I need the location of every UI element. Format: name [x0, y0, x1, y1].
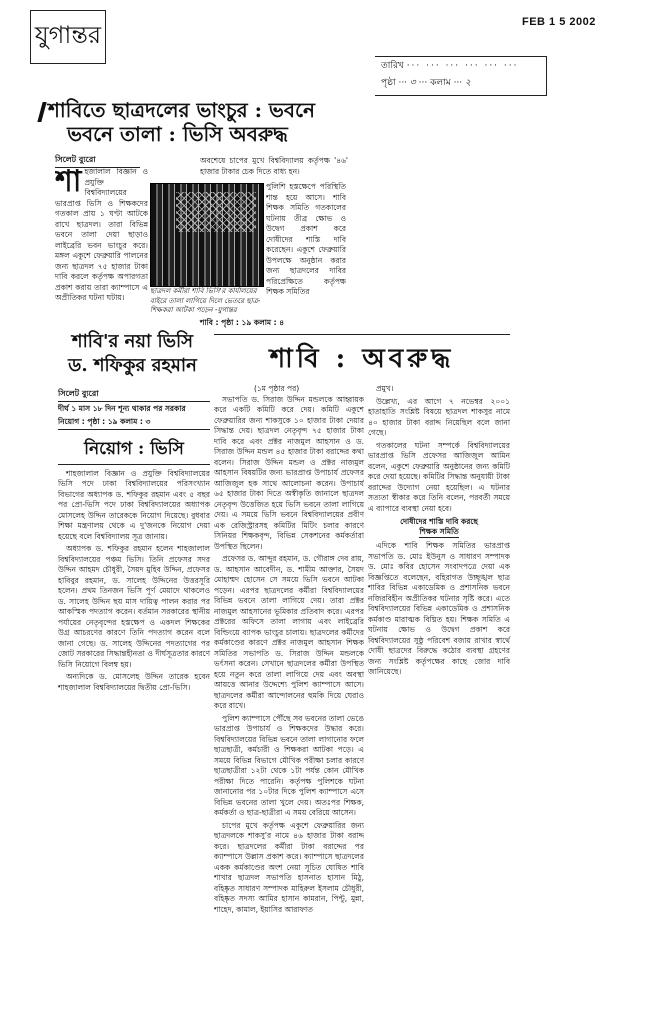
- subheading-line1: দোষীদের শাস্তি দাবি করছে: [400, 517, 478, 526]
- headline-line: [40, 98, 315, 122]
- article2-cont-headline: নিয়োগ : ভিসি: [58, 436, 210, 465]
- stamp-column-label: কলাম: [430, 78, 451, 88]
- headline-mark: [37, 102, 46, 122]
- article1-continuation: [214, 334, 510, 917]
- paragraph: এদিকে শাবি শিক্ষক সমিতির ভারপ্রাপ্ত সভাপতি ড. মোঃ ইউনুস ও সাধারণ সম্পাদক ড. মোঃ কবির হোসেন সংবাদপত্রে দেয়া এক বিজ্ঞপ্তিতে বলেছেন, বহিরাগত উচ্ছৃঙ্খল ছাত্র শাবির বিভিন্ন একাডেমিক ও প্রশাসনিক ভবনে নজিরবিহীন অপ্রীতিকর ঘটনার সৃষ্টি করে। এতে বিশ্ববিদ্যালয়ের বিভিন্ন একাডেমিক ও প্রশাসনিক কর্মকাণ্ড মারাত্মক বিঘ্নিত হয়। শিক্ষক সমিতি এ ঘটনায় ক্ষোভ ও উদ্বেগ প্রকাশ করে বিশ্ববিদ্যালয়ের সুষ্ঠু পরিবেশ বজায় রাখার স্বার্থে দোষী ছাত্রদের বিরুদ্ধে কঠোর ব্যবস্থা গ্রহণের জন্য সংশ্লিষ্ট কর্তৃপক্ষের কাছে জোর দাবি জানিয়েছে।: [368, 541, 510, 676]
- article1-top-right: অবশেষে চাপের মুখে বিশ্ববিদ্যালয় কর্তৃপক্ষ '৪৬' হাজার টাকার চেক দিতে বাধ্য হন।: [200, 156, 348, 176]
- headline-line1: শাবি'র নয়া ভিসি: [71, 331, 194, 352]
- continuation-columns: [214, 384, 510, 917]
- paragraph: প্রফেসর ড. আব্দুর রহমান, ড. গৌরাঙ্গ দেব রায়, ড. আহসান আবেদীন, ড. শামীম আক্তার, সৈয়দ মোহাম্মদ হোসেন সে সময়ে ভিসি ভবনে আটকা পড়েন। এরপর ছাত্রদলের কর্মীরা বিশ্ববিদ্যালয়ের বিভিন্ন ভবনে তালা লাগিয়ে দেয়। তারা প্রক্টর নাজমুল আহসানের ভূমিকার প্রতিবাদ করে। এরপর প্রক্টরের অফিসে তালা লাগায় এবং লাইব্রেরি বিল্ডিংয়ে ব্যাপক ভাংচুর চালায়। ছাত্রদলের কর্মীদের কর্মকাণ্ডের কারণে প্রক্টর নাজমুল আহসান শিক্ষক সমিতির সভাপতি ড. সিরাজ উদ্দিন মন্ডলকে ভর্ৎসনা করেন। সেখানে ছাত্রদলের কর্মীরা উপস্থিত হয়ে নতুন করে তালা লাগিয়ে দেয় এবং অবস্থা আয়ত্তে আনার উদ্দেশ্যে পুলিশ ক্যাম্পাসে আসে। ছাত্রদলের কর্মীরা আন্দোলনের হুমকি দিয়ে ঘেরাও করে রাখে।: [214, 554, 364, 710]
- stamp-date-dots: ··· ··· ··· ··· ··· ···: [406, 61, 519, 71]
- news-photo: [150, 183, 264, 287]
- archive-stamp: [375, 56, 547, 96]
- article1-left-column: [55, 167, 148, 317]
- stamp-column-value: ২: [465, 78, 471, 88]
- subheading: [368, 517, 510, 538]
- photo-caption: ছাত্রদল কর্মীরা শাবি ভিসি'র কার্যালয়ের বাইরে তালা লাগিয়ে দিলে ভেতরে ছাত্র-শিক্ষকরা আটকা পড়েন -যুগান্তর: [150, 287, 261, 314]
- headline-line1: শাবিতে ছাত্রদলের ভাংচুর : ভবনে: [48, 98, 315, 122]
- article1-cont-right-column: [368, 384, 510, 680]
- continued-from: (১ম পৃষ্ঠার পর): [254, 384, 300, 393]
- article2-jump: নিয়োগ : পৃষ্ঠা : ১৯ কলাম : ৩: [58, 417, 210, 430]
- logo-text: যুগান্তর: [34, 21, 102, 49]
- article1-headline: [40, 98, 315, 146]
- paragraph: পুলিশ ক্যাম্পাসে পৌঁছে সব ভবনের তালা ভেঙে ভারপ্রাপ্ত উপাচার্য ও শিক্ষকদের উদ্ধার করে। বিশ্ববিদ্যালয়ের বিভিন্ন ভবনে তালা লাগানোর ফলে ছাত্রছাত্রী, কর্মচারী ও শিক্ষকরা আটকা পড়ে। এ সময়ে বিভিন্ন বিভাগে মৌখিক পরীক্ষা চলার কারণে ছাত্রছাত্রীরা ১২টা থেকে ১টা পর্যন্ত কোন মৌখিক পরীক্ষা দিতে পারেনি। কর্তৃপক্ষ পুলিশকে ঘটনা জানানোর পর ১০টার দিকে পুলিশ ক্যাম্পাসে এসে বিভিন্ন ভবনের তালা খুলে দেয়। অতঃপর শিক্ষক, কর্মকর্তা ও ছাত্র-ছাত্রীরা এ সময় বেরিয়ে আসেন।: [214, 713, 364, 817]
- article1-left-text: বিশ্ববিদ্যালয়ের ভারপ্রাপ্ত ভিসি ও শিক্ষকদের গতকাল প্রায় ১ ঘণ্টা আটকে রাখে ছাত্রদল। তারা বিভিন্ন ভবনে তালা দেয়া ছাড়াও লাইব্রেরি ভবন ভাংচুর করে। মঙ্গল একুশে ফেব্রুয়ারি পালনের জন্য ছাত্রদল ৭৫ হাজার টাকা দাবি করলে কর্তৃপক্ষ অপারগতা প্রকাশ করায় তারা ক্যাম্পাসে এ অপ্রীতিকর ঘটনা ঘটায়।: [55, 188, 148, 302]
- article1-cont-middle-column: [214, 395, 364, 918]
- article2-headline: [55, 330, 210, 378]
- article1-cont-middle-wrap: [214, 384, 364, 917]
- article1-right-column: পুলিশি হস্তক্ষেপে পরিস্থিতি শান্ত হয়ে আসে। শাবি শিক্ষক সমিতি গতকালের ঘটনায় তীব্র ক্ষোভ ও উদ্বেগ প্রকাশ করে দোষীদের শাস্তি দাবি করেছেন। একুশে ফেব্রুয়ারি উপলক্ষে অনুষ্ঠান করার জন্য ছাত্রদলের দাবির পরিপ্রেক্ষিতে কর্তৃপক্ষ শিক্ষক সমিতির: [266, 182, 346, 296]
- newspaper-logo: [30, 10, 106, 64]
- article1-byline: সিলেট ব্যুরো: [55, 154, 140, 168]
- headline-line2: ড. শফিকুর রহমান: [68, 355, 197, 376]
- stamp-date-row: [381, 58, 540, 75]
- article1-lead: হজালাল বিজ্ঞান ও প্রযুক্তি: [84, 167, 148, 187]
- paragraph: অন্যদিকে ড. মোসলেহ উদ্দিন তারেক হবেন শাহজালাল বিশ্ববিদ্যালয়ের দ্বিতীয় প্রো-ভিসি।: [58, 672, 210, 692]
- paragraph: গতকালের ঘটনা সম্পর্কে বিশ্ববিদ্যালয়ের ভারপ্রাপ্ত ভিসি প্রফেসর আজিজুল আমিন বলেন, একুশে ফেব্রুয়ারি অনুষ্ঠানের জন্য কমিটি করে দেয়া হয়েছে। কমিটির সিদ্ধান্ত অনুযায়ী টাকা বরাদ্দের উদ্যোগ নেয়া হয়েছিল। এ ঘটনার সত্যতা স্বীকার করে তিনি বলেন, পরবর্তী সময়ে এ ব্যাপারে ব্যবস্থা নেয়া হবে।: [368, 440, 510, 513]
- paragraph: সভাপতি ড. সিরাজ উদ্দিন মন্ডলকে আহ্বায়ক করে একটি কমিটি করে দেয়। কমিটি একুশে ফেব্রুয়ারির জন্য শাকসুকে ১০ হাজার টাকা দেয়ার সিদ্ধান্ত দেয়। ছাত্রদল নেতৃবৃন্দ ৭৫ হাজার টাকা দাবি করে এবং প্রক্টর নাজমুল আহসান ও ড. সিরাজ উদ্দিন মন্ডল ৪৫ হাজার টাকা বরাদ্দের কথা বলেন। সিরাজ উদ্দিন মন্ডল ও প্রক্টর নাজমুল আহসান বিষয়টির জন্য ভারপ্রাপ্ত উপাচার্য প্রফেসর আজিজুল হক সাথে আলোচনা করেন। উপাচার্য ৬৫ হাজার টাকা দিতে অস্বীকৃতি জানালে ছাত্রদল নেতৃবৃন্দ উত্তেজিত হয়ে ভিসি ভবনে তালা লাগিয়ে দেয়। এ সময়ে ভিসি ভবনে বিশ্ববিদ্যালয়ের প্রবীণ এক রেজিস্ট্রারসহ কমিটির মিটিং চলার কারণে সিনিয়র শিক্ষকবৃন্দ, বিভিন্ন সেকশনের কর্মকর্তারা উপস্থিত ছিলেন।: [214, 394, 364, 551]
- date-stamp: FEB 1 5 2002: [522, 16, 596, 28]
- stamp-page-value: ৩: [409, 78, 416, 88]
- stamp-date-label: তারিখ: [381, 61, 404, 71]
- article1-jump: শাবি : পৃষ্ঠা : ১৯ কলাম : ৪: [200, 318, 285, 327]
- paragraph: প্রমুখ।: [376, 384, 394, 393]
- article2-cont-body: [58, 469, 210, 696]
- paragraph: চাপের মুখে কর্তৃপক্ষ একুশে ফেব্রুয়ারির জন্য ছাত্রদলকে শাকসু'র নামে ৪৬ হাজার টাকা বরাদ্দ করে। ছাত্রদলের কর্মীরা টাকা বরাদ্দের পর ক্যাম্পাসে উল্লাস প্রকাশ করে। ক্যাম্পাসে ছাত্রদলের একক কর্মকাণ্ডের অংশ নেয়া সূচিত ঘোষিত শাবি শাখার ছাত্রদল সভাপতি হাসনাত হাসান মিঠু, বহিষ্কৃত সাধারণ সম্পাদক মাহিরুল ইসলাম চৌধুরী, বহিষ্কৃত সদস্য আমির হাসান কামরান, পিন্টু, মুন্না, শাহেদ, কামাল, ইয়াসির আরাফাত: [214, 820, 364, 914]
- article2-byline: সিলেট ব্যুরো: [58, 388, 210, 402]
- subheading-line2: শিক্ষক সমিতি: [419, 527, 459, 536]
- article2-summary: দীর্ঘ ১ মাস ১৮ দিন শূন্য থাকার পর সরকার: [58, 404, 186, 413]
- paragraph: উল্লেখ্য, এর আগে ৭ নভেম্বর ২০০১ হাতাহাতি সংশ্লিষ্ট বিষয়ে ছাত্রদল শাকসুর নামে ৪০ হাজার টাকা বরাদ্দ নিয়েছিল বলে জানা গেছে।: [368, 396, 510, 437]
- paragraph: অধ্যাপক ড. শফিকুর রহমান হলেন শাহজালাল বিশ্ববিদ্যালয়ের পঞ্চম ভিসি। তিনি প্রফেসর সদর উদ্দিন আহমদ চৌধুরী, সৈয়দ মুহিব উদ্দিন, প্রফেসর হাবিবুর রহমান, ড. সালেহ উদ্দিনের উত্তরসূরি হলেন। প্রথম তিনজন ভিসি পূর্ণ মেয়াদে থাকলেও ড. সালেহ উদ্দিন ছয় মাস দায়িত্ব পালন করার পর আকস্মিক পদত্যাগ করেন। বর্তমান সরকারের স্থানীয় পর্যায়ের নেতৃবৃন্দের হস্তক্ষেপ ও একদল শিক্ষকের উগ্র আচরণের কারণে তিনি পদত্যাগ করেন বলে জানা গেছে। ড. সালেহ উদ্দিনের পদত্যাগের পর জোট সরকারের সিদ্ধান্তহীনতা ও দীর্ঘসূত্রতার কারণে ভিসি নিয়োগে বিলম্ব হয়।: [58, 544, 210, 669]
- article2-stack: [58, 388, 210, 695]
- stamp-page-row: পৃষ্ঠা ··· ৩ ··· কলাম ··· ২: [381, 78, 471, 88]
- stamp-page-label: পৃষ্ঠা: [381, 78, 396, 88]
- paragraph: শাহজালাল বিজ্ঞান ও প্রযুক্তি বিশ্ববিদ্যালয়ের ভিসি পদে ঢাকা বিশ্ববিদ্যালয়ের পরিসংখ্যান বিভাগের অধ্যাপক ড. শফিকুর রহমান এবং ৫ বছর পর প্রো-ভিসি পদে ঢাকা বিশ্ববিদ্যালয়ের অধ্যাপক মোসলেহ উদ্দিন তারেককে নিয়োগ দিয়েছে। বুধবার শিক্ষা মন্ত্রণালয় থেকে এ দু'জনকে নিয়োগ দেয়া হয়েছে বলে বিশ্ববিদ্যালয় সূত্র জানায়।: [58, 468, 210, 541]
- headline-line2: ভবনে তালা : ভিসি অবরুদ্ধ: [67, 122, 288, 146]
- article1-cont-headline: শাবি : অবরুদ্ধ: [214, 334, 510, 382]
- drop-cap: শা: [55, 167, 82, 199]
